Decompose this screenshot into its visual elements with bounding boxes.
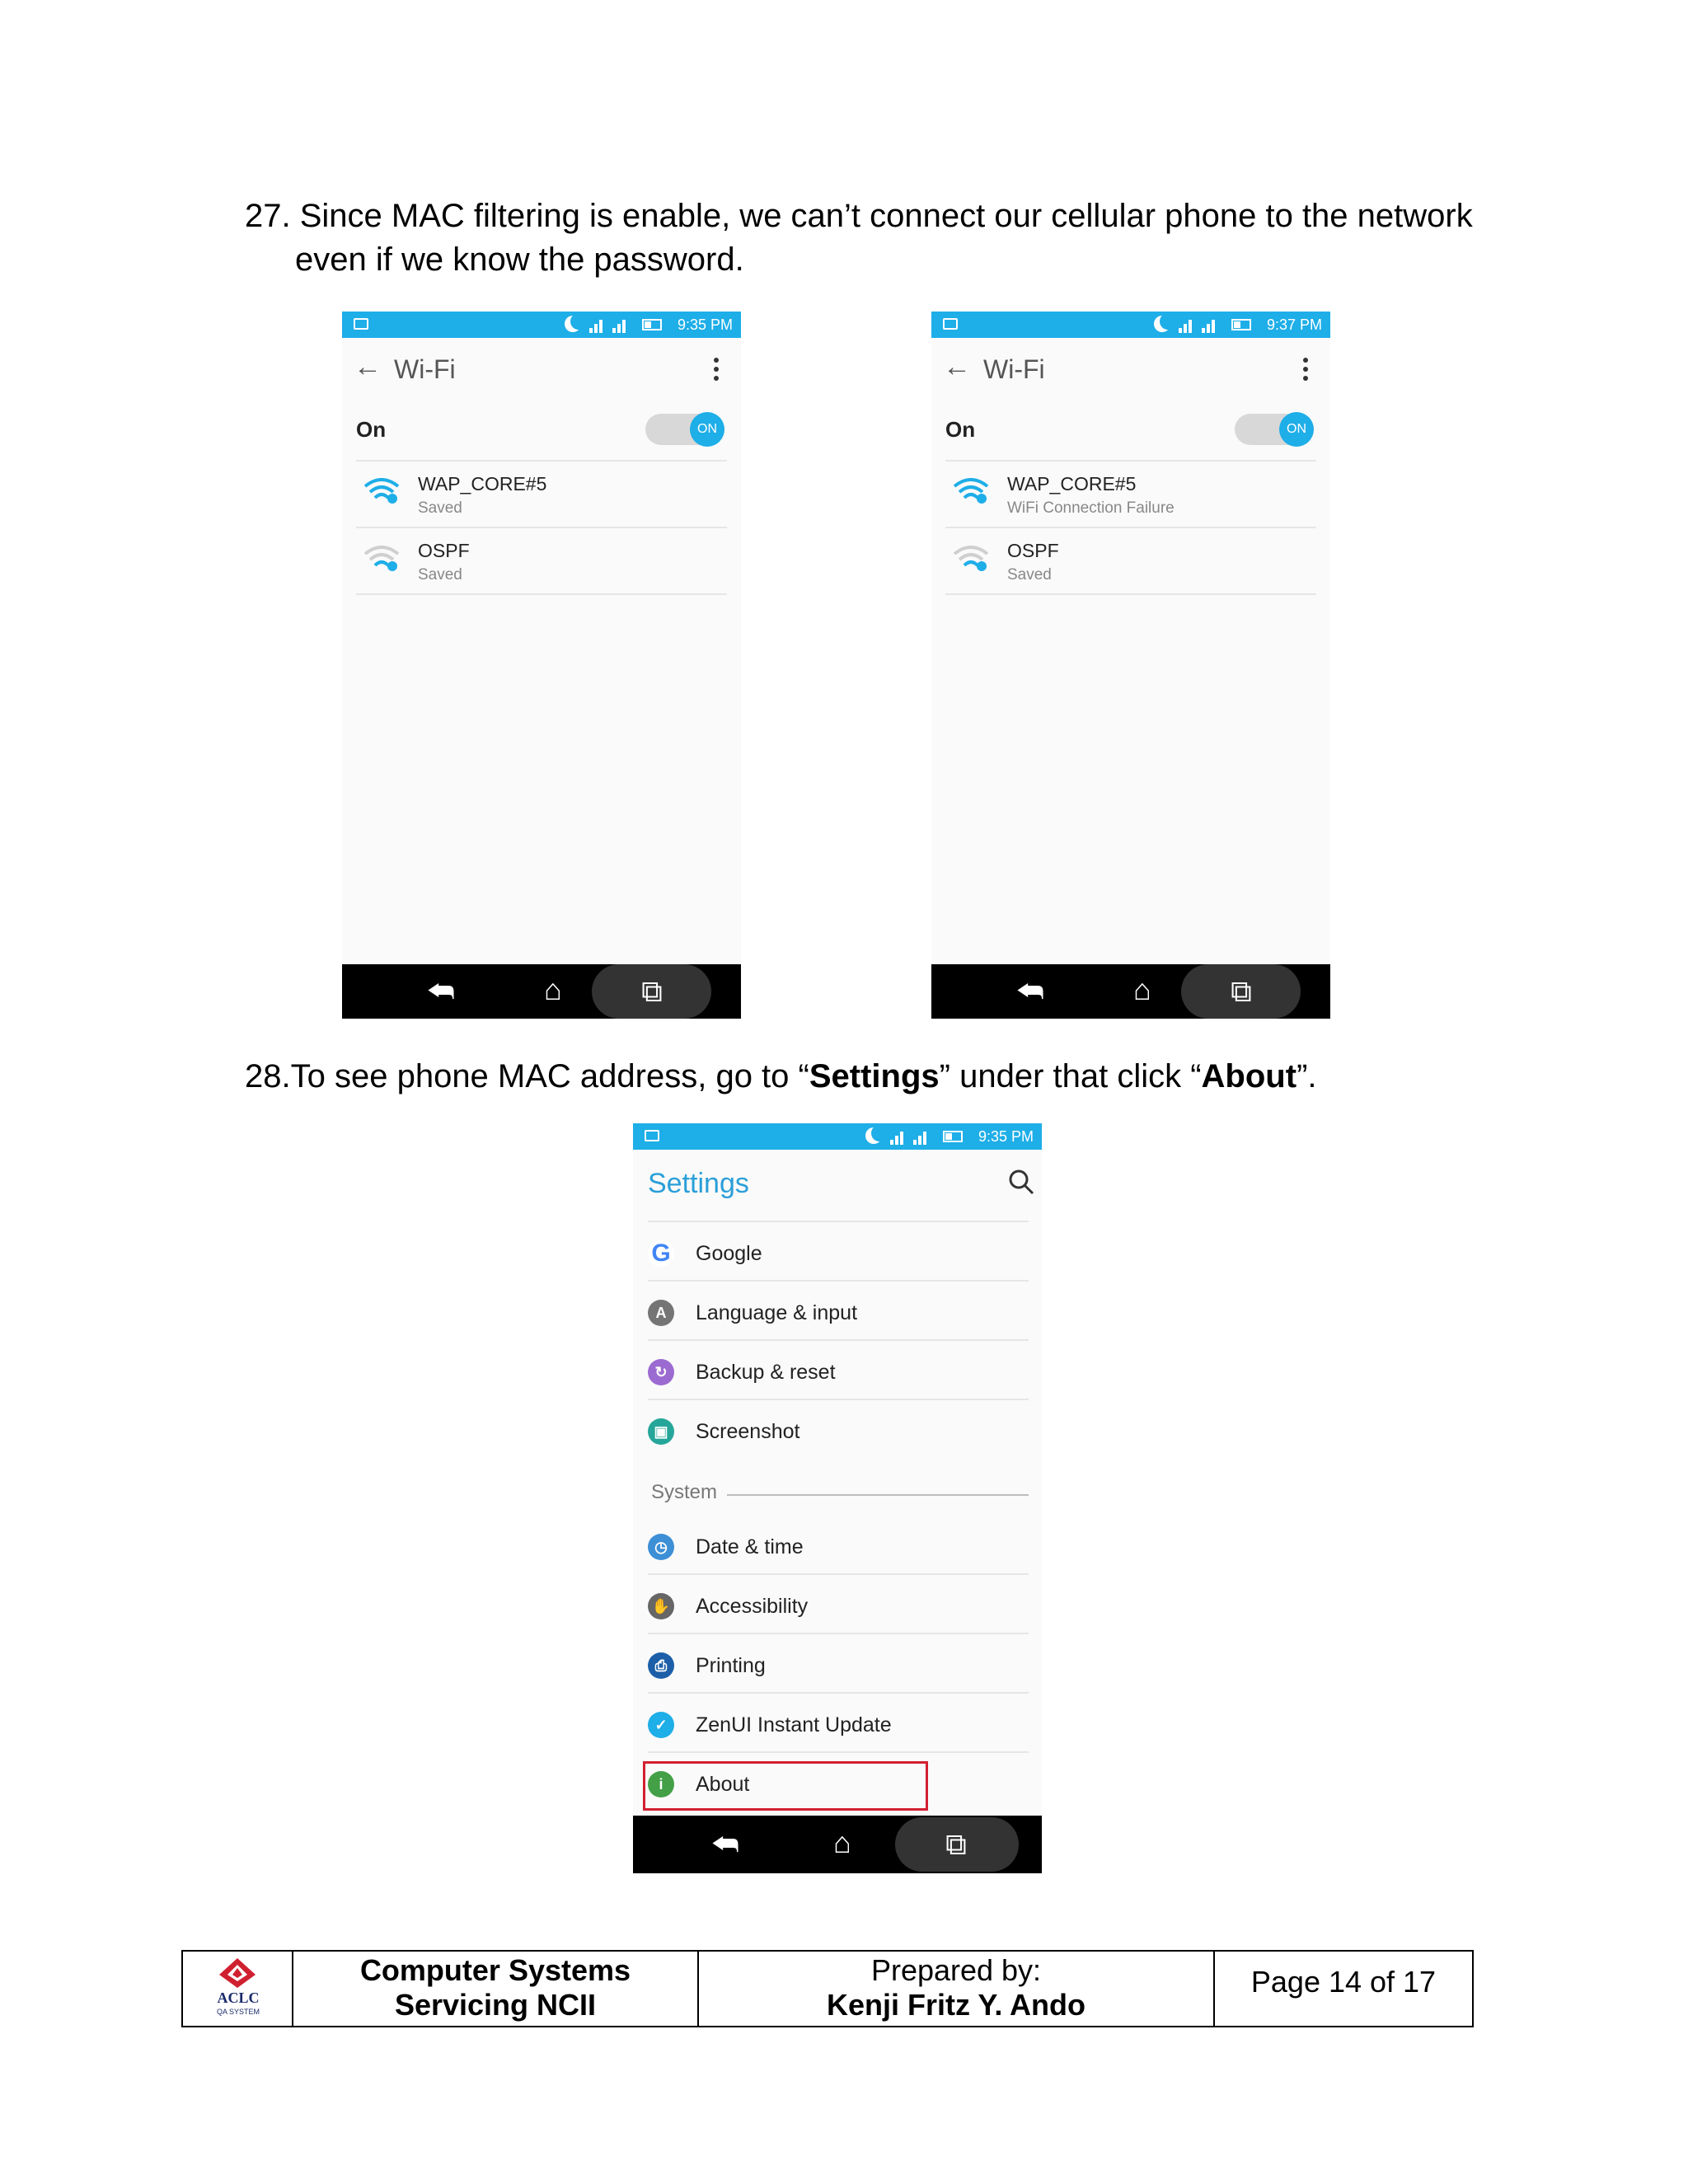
recents-icon[interactable]: ⧉ bbox=[945, 1827, 967, 1861]
wifi-toggle[interactable] bbox=[1235, 414, 1314, 445]
divider bbox=[648, 1221, 1029, 1222]
divider bbox=[356, 460, 727, 462]
step-text: ”. bbox=[1296, 1058, 1317, 1094]
about-emphasis: About bbox=[1201, 1058, 1297, 1094]
back-arrow-icon[interactable]: ← bbox=[943, 351, 971, 382]
wifi-weak-locked-icon bbox=[363, 546, 400, 572]
overflow-menu-icon[interactable] bbox=[1303, 358, 1308, 385]
back-arrow-icon[interactable]: ← bbox=[354, 351, 382, 382]
settings-item-language[interactable]: Language & input bbox=[696, 1301, 858, 1324]
signal-icon bbox=[1202, 316, 1220, 333]
moon-icon bbox=[1154, 316, 1170, 332]
prepared-label: Prepared by: bbox=[870, 1953, 1042, 1987]
settings-item-date-time[interactable]: Date & time bbox=[696, 1535, 804, 1558]
divider bbox=[945, 527, 1316, 528]
status-time: 9:35 PM bbox=[677, 316, 733, 333]
settings-emphasis: Settings bbox=[809, 1058, 940, 1094]
logo-text: ACLC bbox=[217, 1990, 260, 2006]
divider bbox=[648, 1339, 1029, 1341]
backup-icon: ↻ bbox=[648, 1359, 674, 1385]
signal-icon bbox=[890, 1128, 908, 1145]
signal-icon bbox=[589, 316, 607, 333]
divider bbox=[648, 1399, 1029, 1400]
status-time: 9:37 PM bbox=[1266, 316, 1322, 333]
footer-table bbox=[181, 1950, 1474, 2027]
battery-icon bbox=[1231, 319, 1251, 330]
network-status: WiFi Connection Failure bbox=[1007, 499, 1175, 517]
divider bbox=[727, 1494, 1029, 1496]
gallery-notification-icon bbox=[354, 318, 368, 330]
wifi-on-label: On bbox=[356, 417, 387, 442]
wifi-screenshot-1 bbox=[342, 312, 741, 1019]
wifi-locked-icon bbox=[953, 478, 989, 504]
update-icon: ✓ bbox=[648, 1712, 674, 1738]
wifi-on-label: On bbox=[945, 417, 976, 442]
step-text: To see phone MAC address, go to “ bbox=[290, 1058, 809, 1094]
screenshot-icon: ▣ bbox=[648, 1418, 674, 1445]
toggle-label: ON bbox=[690, 412, 724, 447]
recents-icon[interactable]: ⧉ bbox=[641, 974, 663, 1008]
settings-title: Settings bbox=[648, 1168, 749, 1199]
battery-icon bbox=[943, 1131, 963, 1142]
divider bbox=[648, 1633, 1029, 1634]
footer-logo-cell bbox=[183, 1952, 293, 2026]
hand-icon: ✋ bbox=[648, 1593, 674, 1619]
wifi-weak-locked-icon bbox=[953, 546, 989, 572]
back-icon[interactable]: ⮪ bbox=[1016, 974, 1044, 1008]
section-label-system: System bbox=[651, 1481, 718, 1503]
about-highlight-box bbox=[643, 1761, 928, 1811]
divider bbox=[356, 593, 727, 595]
network-status: Saved bbox=[418, 566, 462, 583]
network-name[interactable]: WAP_CORE#5 bbox=[418, 473, 547, 494]
aclc-logo-icon bbox=[214, 1957, 260, 1990]
divider bbox=[648, 1573, 1029, 1575]
network-name[interactable]: OSPF bbox=[1007, 540, 1059, 561]
language-icon: A bbox=[648, 1300, 674, 1326]
footer-prepared-cell bbox=[699, 1952, 1215, 2026]
settings-screenshot bbox=[633, 1123, 1042, 1873]
step-text: ” under that click “ bbox=[939, 1058, 1202, 1094]
settings-item-google[interactable]: Google bbox=[696, 1242, 762, 1265]
screen-title: Wi-Fi bbox=[983, 354, 1045, 384]
signal-icon bbox=[1179, 316, 1197, 333]
signal-icon bbox=[612, 316, 631, 333]
settings-item-screenshot[interactable]: Screenshot bbox=[696, 1420, 800, 1443]
network-status: Saved bbox=[1007, 566, 1052, 583]
signal-icon bbox=[913, 1128, 931, 1145]
status-time: 9:35 PM bbox=[978, 1128, 1034, 1145]
gallery-notification-icon bbox=[645, 1130, 659, 1141]
status-bar bbox=[633, 1123, 1042, 1150]
toggle-label: ON bbox=[1279, 412, 1314, 447]
wifi-locked-icon bbox=[363, 478, 400, 504]
page-number: Page 14 of 17 bbox=[1250, 1965, 1437, 1999]
google-icon: G bbox=[648, 1240, 674, 1267]
step-27-text-line2: even if we know the password. bbox=[295, 241, 744, 278]
settings-item-printing[interactable]: Printing bbox=[696, 1654, 766, 1677]
info-icon: i bbox=[648, 1771, 674, 1797]
settings-item-about[interactable]: About bbox=[696, 1773, 750, 1796]
settings-item-zenui-update[interactable]: ZenUI Instant Update bbox=[696, 1713, 892, 1736]
nav-bar bbox=[931, 964, 1330, 1019]
nav-bar bbox=[633, 1816, 1042, 1873]
nav-bar bbox=[342, 964, 741, 1019]
network-name[interactable]: WAP_CORE#5 bbox=[1007, 473, 1137, 494]
recents-icon[interactable]: ⧉ bbox=[1231, 974, 1252, 1008]
wifi-screenshot-2 bbox=[931, 312, 1330, 1019]
screen-title: Wi-Fi bbox=[394, 354, 456, 384]
settings-item-accessibility[interactable]: Accessibility bbox=[696, 1595, 809, 1618]
step-line: Since MAC filtering is enable, we can’t connect our cellular phone to the network bbox=[299, 198, 1473, 234]
course-line1: Computer Systems bbox=[359, 1953, 631, 1987]
footer-course-cell bbox=[293, 1952, 699, 2026]
divider bbox=[945, 593, 1316, 595]
divider bbox=[356, 527, 727, 528]
battery-icon bbox=[642, 319, 662, 330]
divider bbox=[648, 1751, 1029, 1753]
network-name[interactable]: OSPF bbox=[418, 540, 470, 561]
back-icon[interactable]: ⮪ bbox=[711, 1827, 739, 1861]
divider bbox=[945, 460, 1316, 462]
back-icon[interactable]: ⮪ bbox=[427, 974, 455, 1008]
overflow-menu-icon[interactable] bbox=[714, 358, 719, 385]
home-icon[interactable]: ⌂ bbox=[544, 972, 562, 1006]
settings-item-backup[interactable]: Backup & reset bbox=[696, 1361, 836, 1384]
home-icon[interactable]: ⌂ bbox=[833, 1825, 851, 1859]
status-bar bbox=[931, 312, 1330, 338]
step-27-text bbox=[245, 194, 1473, 238]
step-28-text bbox=[245, 1055, 1317, 1099]
printer-icon: ⎙ bbox=[648, 1652, 674, 1679]
moon-icon bbox=[565, 316, 581, 332]
step-number: 28. bbox=[245, 1058, 291, 1094]
search-icon[interactable] bbox=[1007, 1168, 1035, 1196]
step-number: 27. bbox=[245, 198, 291, 234]
network-status: Saved bbox=[418, 499, 462, 517]
logo-subtext: QA SYSTEM bbox=[216, 2008, 260, 2016]
divider bbox=[648, 1692, 1029, 1694]
gallery-notification-icon bbox=[943, 318, 958, 330]
status-bar bbox=[342, 312, 741, 338]
prepared-name: Kenji Fritz Y. Ando bbox=[826, 1988, 1085, 2022]
moon-icon bbox=[865, 1127, 882, 1144]
divider bbox=[648, 1280, 1029, 1282]
clock-icon: ◷ bbox=[648, 1534, 674, 1560]
footer-page-cell bbox=[1215, 1952, 1472, 2026]
wifi-toggle[interactable] bbox=[645, 414, 724, 445]
course-line2: Servicing NCII bbox=[394, 1988, 597, 2022]
home-icon[interactable]: ⌂ bbox=[1133, 972, 1151, 1006]
